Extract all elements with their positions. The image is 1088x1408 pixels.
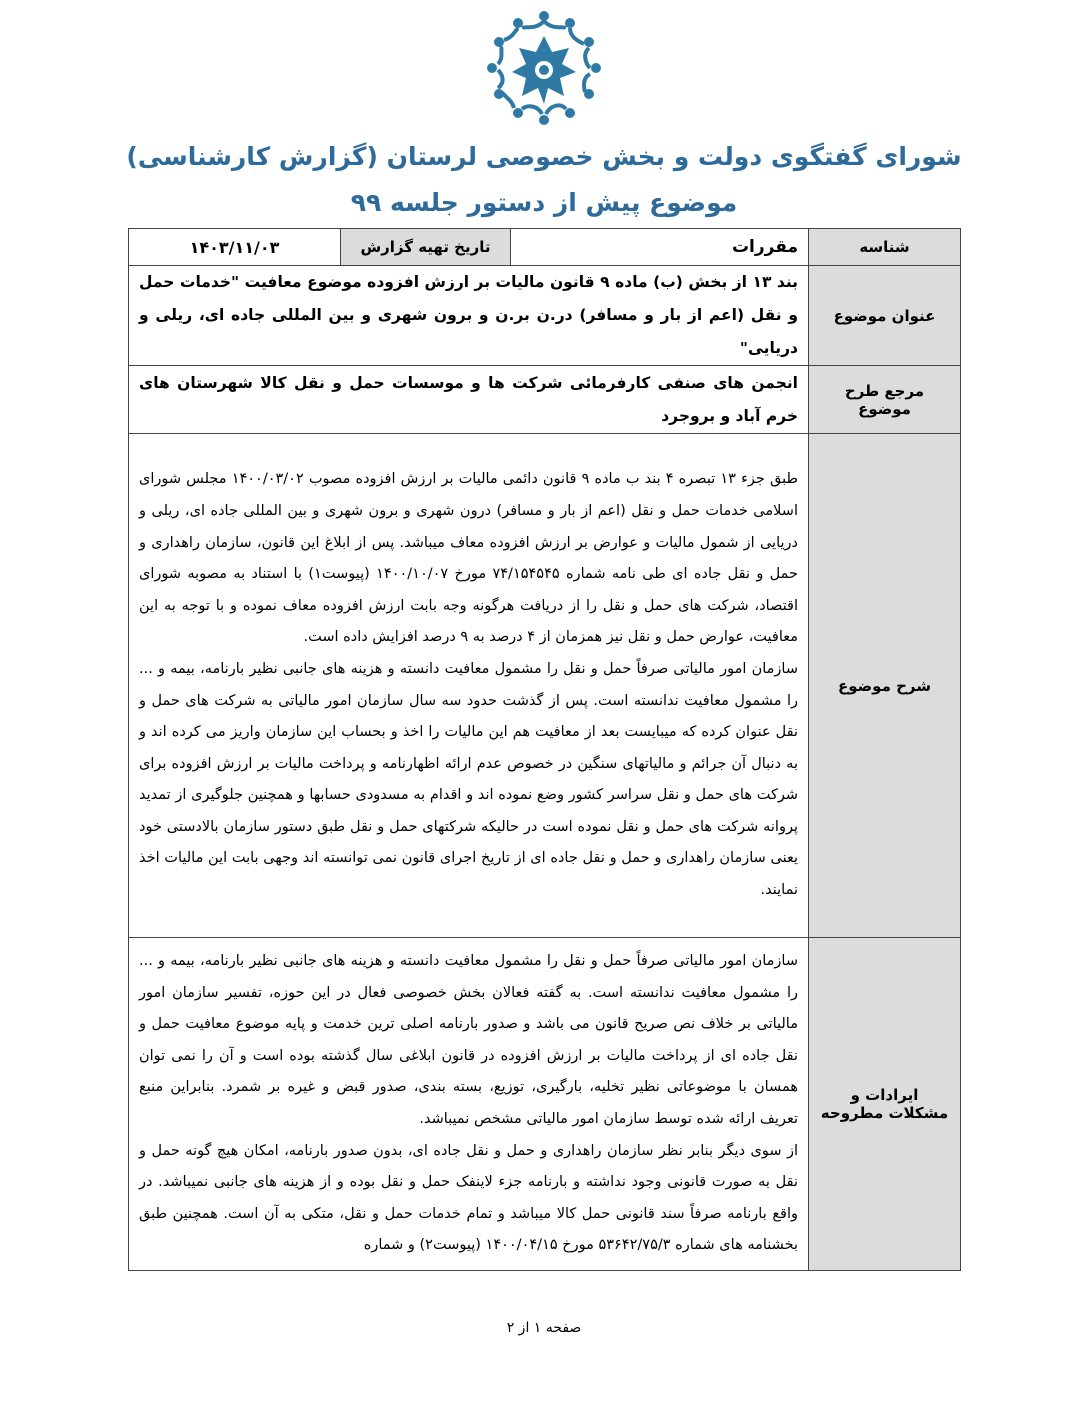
value-id: مقررات — [511, 229, 809, 266]
label-report-date: تاریخ تهیه گزارش — [341, 229, 511, 266]
row-description — [129, 434, 961, 938]
row-issues — [129, 938, 961, 1271]
value-description — [129, 434, 809, 938]
report-subtitle: موضوع پیش از دستور جلسه ۹۹ — [350, 188, 738, 217]
label-description: شرح موضوع — [809, 434, 961, 938]
row-reference — [129, 366, 961, 434]
page-number: صفحه ۱ از ۲ — [506, 1320, 582, 1336]
issues-paragraph: از سوی دیگر بنابر نظر سازمان راهداری و حمل و نقل جاده ای، بدون صدور بارنامه، امکان هیچ گونه حمل و نقل به صورت قانونی وجود نداشته و بارنامه جزء لاینفک حمل و نقل بوده و از هزینه های جانبی نمیباشد. در واقع بارنامه صرفاً سند قانونی حمل کالا میباشد و تمام خدمات حمل و نقل، متکی به آن است. همچنین طبق بخشنامه های شماره ۵۳۶۴۲/۷۵/۳ مورخ ۱۴۰۰/۰۴/۱۵ (پیوست۲) و شماره — [139, 1142, 798, 1254]
label-id: شناسه — [809, 229, 961, 266]
label-topic-title: عنوان موضوع — [809, 266, 961, 366]
value-topic-title: بند ۱۳ از بخش (ب) ماده ۹ قانون مالیات بر ارزش افزوده موضوع معافیت "خدمات حمل و نقل (اعم از بار و مسافر) در.ن بر.ن و برون شهری و بین المللی جاده ای، ریلی و دریایی" — [129, 266, 809, 366]
row-title — [129, 266, 961, 366]
report-title: شورای گفتگوی دولت و بخش خصوصی لرستان (گزارش کارشناسی) — [126, 142, 962, 171]
value-reference: انجمن های صنفی کارفرمائی شرکت ها و موسسات حمل و نقل کالا شهرستان های خرم آباد و بروجرد — [129, 366, 809, 434]
council-rosette-logo-icon — [484, 8, 604, 128]
description-paragraph: طبق جزء ۱۳ تبصره ۴ بند ب ماده ۹ قانون دائمی مالیات بر ارزش افزوده مصوب ۱۴۰۰/۰۳/۰۲ مجلس شورای اسلامی خدمات حمل و نقل (اعم از بار و مسافر) درون شهری و برون شهری و بین المللی جاده ای، ریلی و دریایی از شمول مالیات و عوارض بر ارزش افزوده معاف میباشد. پس از ابلاغ این قانون، سازمان راهداری و حمل و نقل جاده ای طی نامه شماره ۷۴/۱۵۴۵۴۵ مورخ ۱۴۰۰/۱۰/۰۷ (پیوست۱) با استناد به مصوبه شورای اقتصاد، شرکت های حمل و نقل را از دریافت هرگونه وجه بابت ارزش افزوده معاف نموده و با توجه به این معافیت، عوارض حمل و نقل نیز همزمان از ۴ درصد به ۹ درصد افزایش داده است. — [139, 471, 799, 646]
label-issues: ایرادات و مشکلات مطروحه — [809, 938, 961, 1271]
issues-paragraph: سازمان امور مالیاتی صرفاً حمل و نقل را مشمول معافیت دانسته و هزینه های جانبی نظیر بارنامه، بیمه و ... را مشمول معافیت ندانسته است. به گفته فعالان بخش خصوصی فعال در این حوزه، تفسیر سازمان امور مالیاتی بر خلاف نص صریح قانون می باشد و صدور بارنامه اصلی ترین خدمت و پایه موضوع معافیت حمل و نقل جاده ای از پرداخت مالیات بر ارزش افزوده در قانون ابلاغی سال گذشته بوده است و آن را نمی توان همسان با موضوعاتی نظیر تخلیه، بارگیری، توزیع، بسته بندی، صدور قبض و غیره بر شمرد. بنابراین منبع تعریف ارائه شده توسط سازمان امور مالیاتی مشخص نمیباشد. — [139, 953, 798, 1127]
description-paragraph: سازمان امور مالیاتی صرفاً حمل و نقل را مشمول معافیت دانسته و هزینه های جانبی نظیر بارنامه، بیمه و ... را مشمول معافیت ندانسته است. پس از گذشت حدود سه سال سازمان امور مالیاتی به شرکت های حمل و نقل عنوان کرده که میبایست بعد از معافیت هم این مالیات را اخذ و بحساب این سازمان واریز می کرده اند و به دنبال آن جرائم و مالیاتهای سنگین در خصوص عدم ارائه اظهارنامه و پرداخت مالیات بر ارزش افزوده برای شرکت های حمل و نقل سراسر کشور وضع نموده اند و اقدام به مسدودی حسابها و همچنین جلوگیری از تمدید پروانه شرکت های حمل و نقل نموده است در حالیکه شرکتهای حمل و نقل طبق دستور سازمان بالادستی خود یعنی سازمان راهداری و حمل و نقل جاده ای از تاریخ اجرای قانون نمی توانسته اند وجهی بابت این مالیات اخذ نمایند. — [139, 660, 798, 899]
value-report-date: ۱۴۰۳/۱۱/۰۳ — [129, 229, 341, 266]
report-table — [128, 228, 961, 1271]
value-issues — [129, 938, 809, 1271]
label-reference: مرجع طرح موضوع — [809, 366, 961, 434]
row-id — [129, 229, 961, 266]
